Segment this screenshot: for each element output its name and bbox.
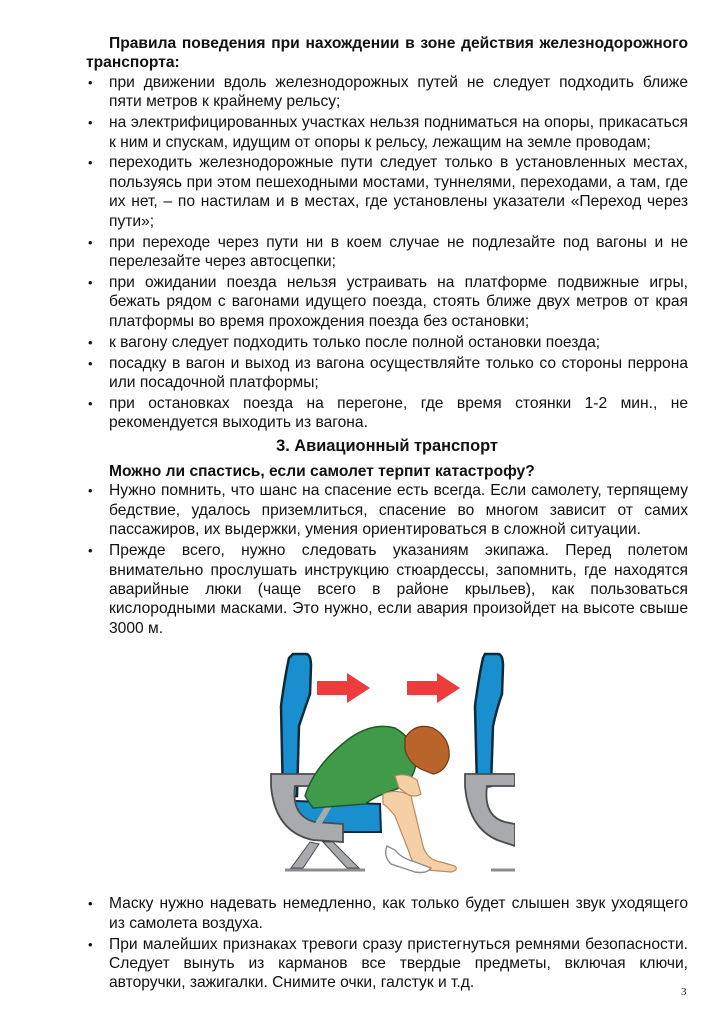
seat-frame-right [465,774,515,846]
bullet-icon: • [88,355,93,371]
bullet-icon: • [88,334,93,350]
list-item [86,481,688,539]
arrow-icon [317,673,370,703]
list-item-text: при остановках поезда на перегоне, где время стоянки 1-2 мин., не рекомендуется выходить из вагона. [109,394,688,432]
rail-rules-title: Правила поведения при нахождении в зоне действия железнодорожного транспорта: [86,35,688,72]
bullet-icon: • [88,936,93,952]
aviation-list-after-figure [86,894,688,993]
list-item-text: при движении вдоль железнодорожных путей не следует подходить ближе пяти метров к крайнему рельсу; [109,73,688,111]
aviation-list-before-figure [86,481,688,638]
list-item [86,354,688,393]
bullet-icon: • [88,395,93,411]
bullet-icon: • [88,543,93,559]
list-item [86,541,688,638]
list-item [86,935,688,993]
bullet-icon: • [88,155,93,171]
list-item [86,233,688,272]
list-item-text: на электрифицированных участках нельзя подниматься на опоры, прикасаться к ним и спускам, идущим от опоры к рельсу, лежащим на земле проводам; [109,114,688,151]
list-item [86,153,688,231]
list-item-text: Маску нужно надевать немедленно, как только будет слышен звук уходящего из самолета воздуха. [109,895,688,932]
seat-legs-left [291,842,359,868]
list-item-text: при ожидании поезда нельзя устраивать на платформе подвижные игры, бежать рядом с вагонами идущего поезда, стоять ближе двух метров от края платформы во время прохождения поезда без остановки; [109,273,688,330]
bullet-icon: • [88,483,93,499]
aviation-question: Можно ли спастись, если самолет терпит катастрофу? [109,463,535,481]
page-number: 3 [681,986,687,998]
seat-back-right [475,654,503,788]
bullet-icon: • [88,896,93,912]
bullet-icon: • [88,74,93,90]
list-item-text: при переходе через пути ни в коем случае не подлезайте под вагоны и не перелезайте через автосцепки; [109,233,688,270]
list-item [86,394,688,433]
arrow-icon [407,673,460,703]
bullet-icon: • [88,274,93,290]
list-item-text: переходить железнодорожные пути следует только в установленных местах, пользуясь при этом пешеходными мостами, туннелями, переходами, а там, где их нет, – по настилам и в местах, где установлены указатели «Переход через пути»; [109,154,688,230]
list-item [86,113,688,152]
list-item-text: Нужно помнить, что шанс на спасение есть всегда. Если самолету, терпящему бедствие, удалось приземлиться, спасение во многом зависит от самих пассажиров, их выдержки, умения ориентироваться в сложной ситуации. [109,482,688,539]
brace-position-icon [255,646,515,886]
list-item-text: Прежде всего, нужно следовать указаниям экипажа. Перед полетом внимательно прослушать инструкцию стюардессы, запомнить, где находятся аварийные люки (чаще всего в районе крыльев), как пользоваться кислородными масками. Это нужно, если авария произойдет на высоте свыше 3000 м. [109,542,688,637]
list-item [86,273,688,331]
rail-rules-list [86,73,688,433]
bullet-icon: • [88,234,93,250]
list-item-text: При малейших признаках тревоги сразу пристегнуться ремнями безопасности. Следует вынуть из карманов все твердые предметы, включая ключи, авторучки, зажигалки. Снимите очки, галстук и т.д. [109,935,688,992]
brace-position-illustration [255,646,515,886]
list-item [86,333,688,352]
document-page [86,34,688,994]
list-item [86,894,688,933]
section-heading: 3. Авиационный транспорт [276,436,498,455]
list-item [86,73,688,112]
list-item-text: к вагону следует подходить только после полной остановки поезда; [109,333,601,351]
bullet-icon: • [88,115,93,131]
list-item-text: посадку в вагон и выход из вагона осуществляйте только со стороны перрона или посадочной платформы; [109,354,688,391]
